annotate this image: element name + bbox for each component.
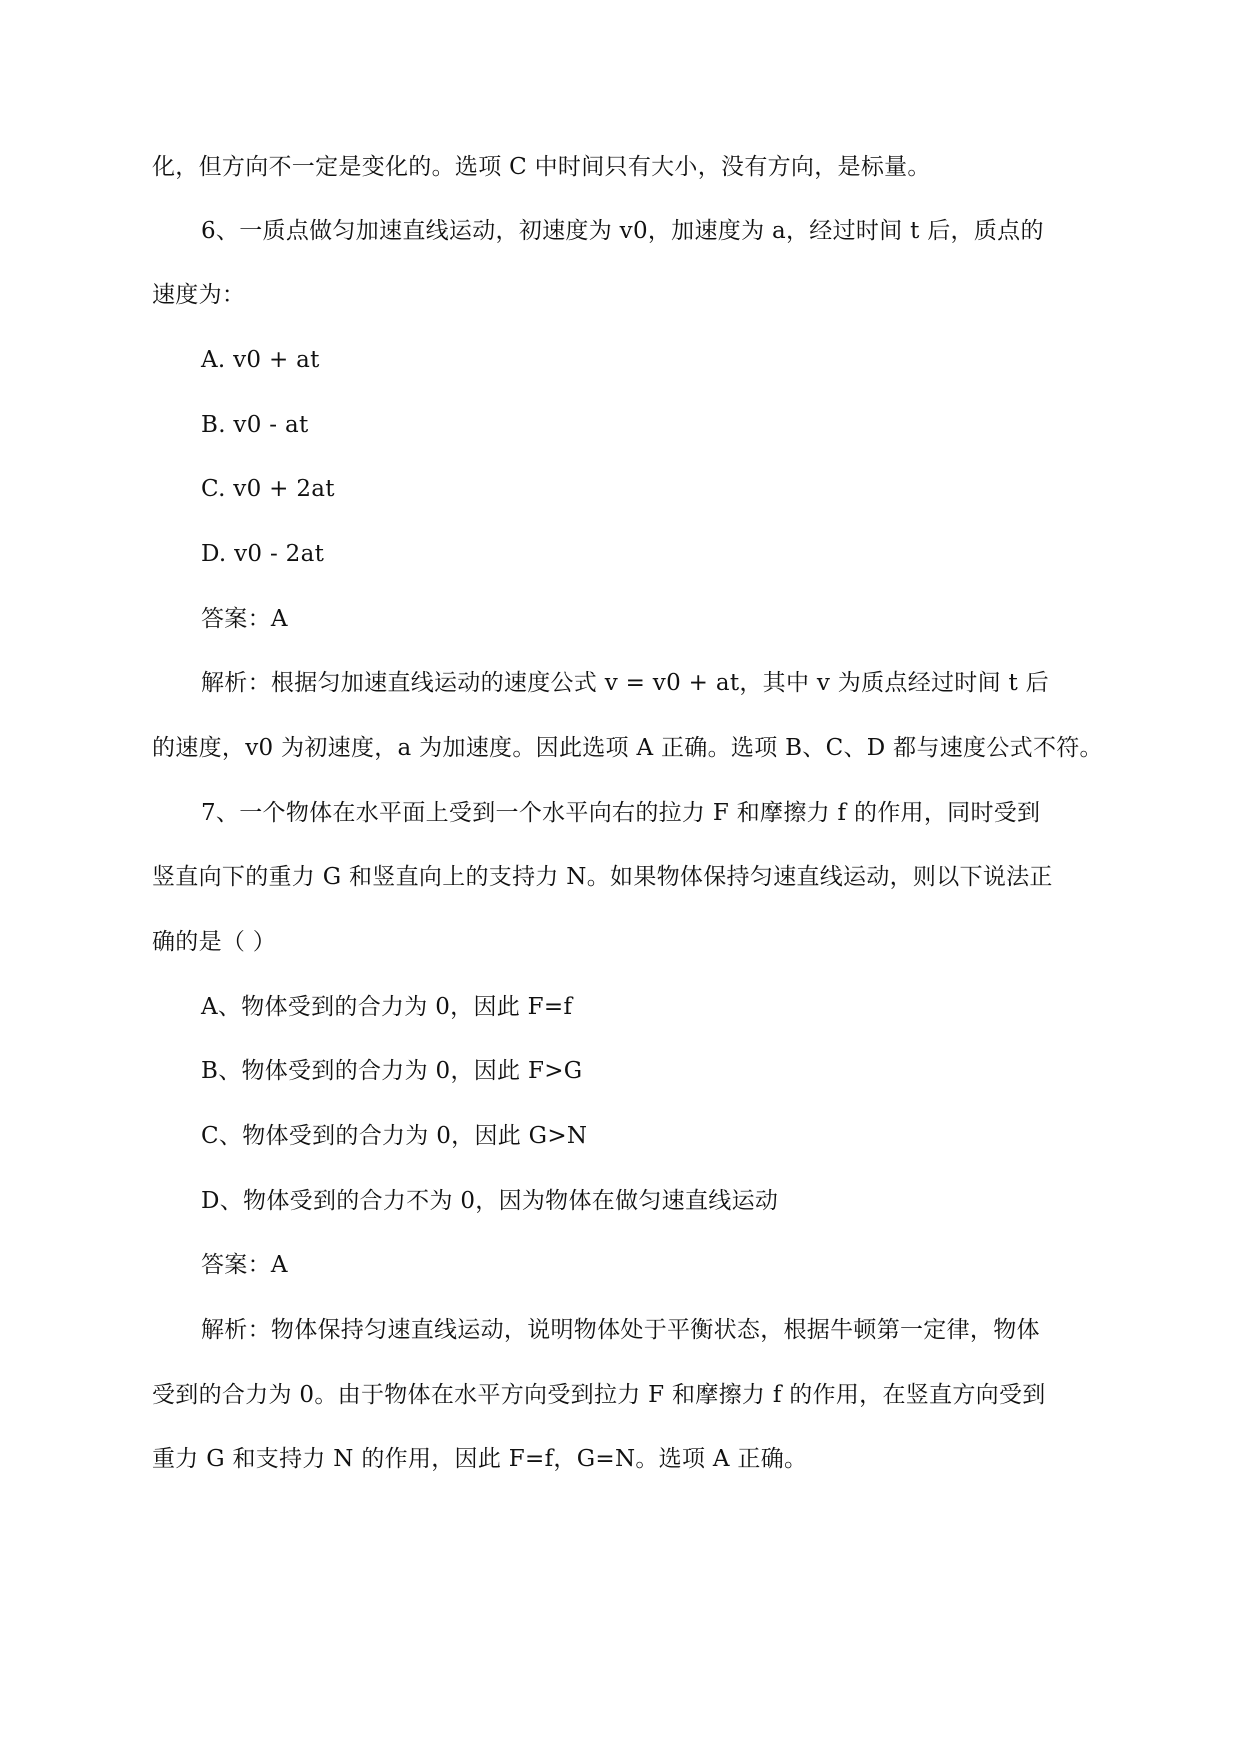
intro-line: 化，但方向不一定是变化的。选项 C 中时间只有大小，没有方向，是标量。 [152, 154, 931, 180]
question-7-stem-line-1: 7、一个物体在水平面上受到一个水平向右的拉力 F 和摩擦力 f 的作用，同时受到 [201, 800, 1041, 826]
question-6-stem-line-2: 速度为： [152, 282, 246, 308]
question-7-stem-line-3: 确的是（ ） [152, 929, 277, 955]
question-6-option-a: A. v0 + at [201, 347, 320, 373]
question-7-stem-line-2: 竖直向下的重力 G 和竖直向上的支持力 N。如果物体保持匀速直线运动，则以下说法正 [152, 864, 1053, 890]
question-6-analysis-line-1: 解析：根据匀加速直线运动的速度公式 v = v0 + at，其中 v 为质点经过时间 t 后 [201, 670, 1049, 696]
question-6-stem-line-1: 6、一质点做匀加速直线运动，初速度为 v0，加速度为 a，经过时间 t 后，质点的 [201, 218, 1044, 244]
question-6-option-d: D. v0 - 2at [201, 541, 325, 567]
question-6-option-c: C. v0 + 2at [201, 476, 335, 502]
question-6-analysis-line-2: 的速度，v0 为初速度，a 为加速度。因此选项 A 正确。选项 B、C、D 都与速度公式不符。 [152, 735, 1103, 761]
question-7-option-b: B、物体受到的合力为 0，因此 F>G [201, 1058, 583, 1084]
question-7-analysis-line-3: 重力 G 和支持力 N 的作用，因此 F=f，G=N。选项 A 正确。 [152, 1446, 808, 1472]
question-7-analysis-line-2: 受到的合力为 0。由于物体在水平方向受到拉力 F 和摩擦力 f 的作用，在竖直方向受到 [152, 1382, 1046, 1408]
question-6-answer: 答案：A [201, 606, 288, 632]
question-7-answer: 答案：A [201, 1252, 288, 1278]
question-7-analysis-line-1: 解析：物体保持匀速直线运动，说明物体处于平衡状态，根据牛顿第一定律，物体 [201, 1317, 1040, 1343]
question-7-option-c: C、物体受到的合力为 0，因此 G>N [201, 1123, 588, 1149]
question-7-option-a: A、物体受到的合力为 0，因此 F=f [201, 994, 573, 1020]
question-7-option-d: D、物体受到的合力不为 0，因为物体在做匀速直线运动 [201, 1188, 779, 1214]
question-6-option-b: B. v0 - at [201, 412, 309, 438]
